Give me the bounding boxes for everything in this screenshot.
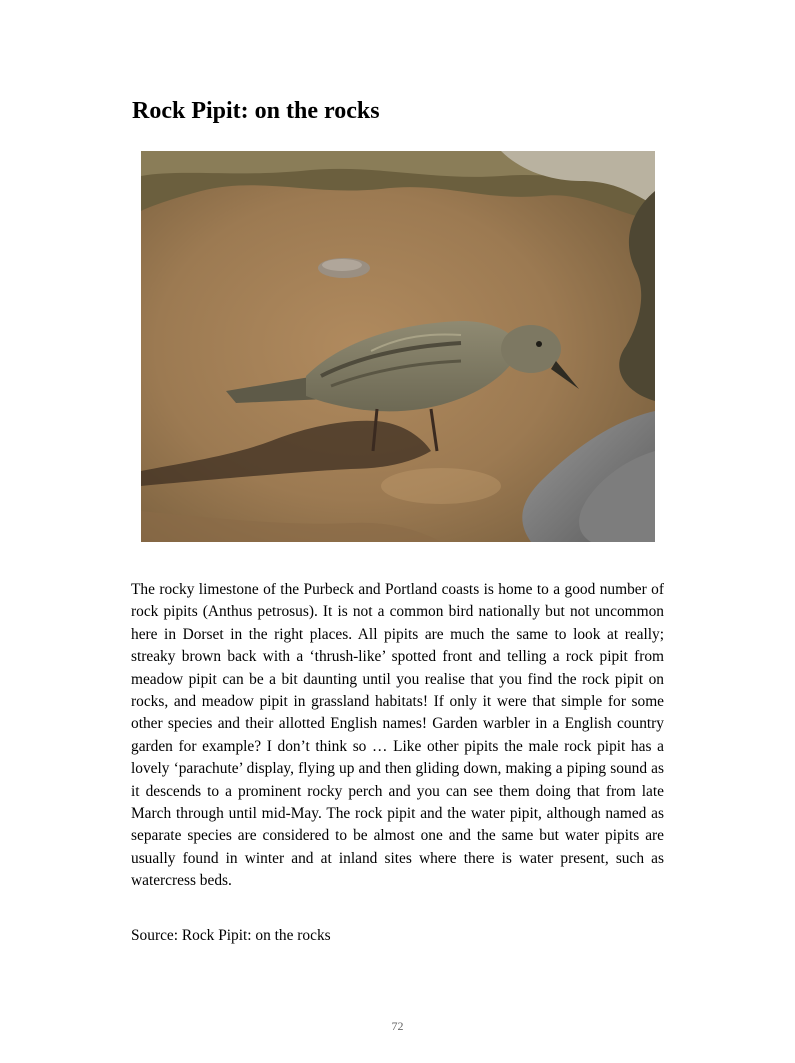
- article-body: The rocky limestone of the Purbeck and Portland coasts is home to a good number of rock pipits (Anthus petrosus). It is not a common bird nationally but not uncommon here in Dorset in the right places. All pipits are much the same to look at really; streaky brown back with a ‘thrush-like’ spotted front and telling a rock pipit from meadow pipit can be a bit daunting until you realise that you find the rock pipit on rocks, and meadow pipit in grassland habitats! If only it were that simple for some other species and their allotted English names! Garden warbler in a English country garden for example? I don’t think so … Like other pipits the male rock pipit has a lovely ‘parachute’ display, flying up and then gliding down, making a piping sound as it descends to a prominent rocky perch and you can see them doing that from late March through until mid-May. The rock pipit and the water pipit, although named as separate species are considered to be almost one and the same but water pipits are usually found in winter and at inland sites where there is water present, such as watercress beds.: [131, 581, 664, 890]
- page-number: 72: [391, 1019, 404, 1033]
- source-line: Source: Rock Pipit: on the rocks: [131, 927, 331, 944]
- rock-pipit-photo: [141, 151, 655, 542]
- page-title: Rock Pipit: on the rocks: [132, 98, 380, 124]
